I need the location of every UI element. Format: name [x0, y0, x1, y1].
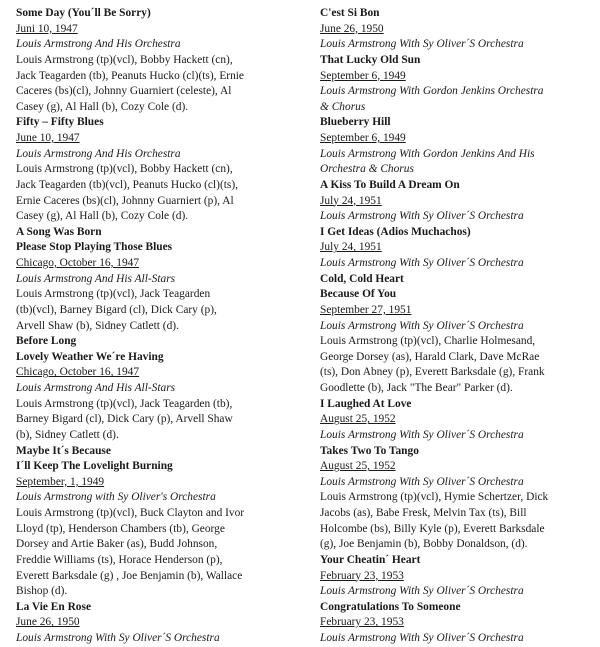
track-title: Cold, Cold Heart — [320, 272, 404, 285]
recording-date: Chicago, October 16, 1947 — [16, 366, 140, 379]
orchestra-credit: Louis Armstrong And His All-Stars — [16, 382, 176, 394]
track-title: Fifty – Fifty Blues — [16, 116, 104, 129]
orchestra-credit: Orchestra & Chorus — [320, 163, 414, 176]
recording-date: September 27, 1951 — [320, 303, 412, 316]
left-column — [16, 6, 294, 647]
personnel-line: Louis Armstrong (tp)(vcl), Bobby Hackett (cn), — [16, 163, 233, 176]
personnel-line: Jacobs (as), Babe Fresk, Melvin Tax (ts), Bill — [320, 507, 527, 519]
track-title: La Vie En Rose — [16, 600, 91, 613]
recording-date: July 24, 1951 — [320, 241, 382, 254]
orchestra-credit: Louis Armstrong With Sy Oliver´S Orchestra — [320, 38, 524, 51]
personnel-line: Bishop (d). — [16, 585, 68, 598]
track-title: Some Day (You´ll Be Sorry) — [16, 7, 151, 19]
personnel-line: Louis Armstrong (tp)(vcl), Charlie Holmesand, — [320, 335, 536, 348]
track-title: Lovely Weather We´re Having — [16, 350, 164, 363]
orchestra-credit: Louis Armstrong With Sy Oliver´S Orchestra — [320, 475, 524, 488]
orchestra-credit: Louis Armstrong With Sy Oliver´S Orchestra — [320, 632, 524, 644]
track-title: Maybe It´s Because — [16, 444, 111, 457]
personnel-line: Lloyd (tp), Henderson Chambers (tb), George — [16, 522, 225, 535]
personnel-line: Casey (g), Al Hall (b), Cozy Cole (d). — [16, 100, 189, 113]
orchestra-credit: Louis Armstrong With Sy Oliver´S Orchestra — [320, 585, 524, 598]
personnel-line: (ts), Don Abney (p), Everett Barksdale (g), Frank — [320, 366, 545, 379]
personnel-line: Barney Bigard (cl), Dick Cary (p), Arvell Shaw — [16, 413, 233, 426]
recording-date: June 26, 1950 — [320, 22, 384, 35]
track-title: That Lucky Old Sun — [320, 53, 421, 66]
recording-date: June 26, 1950 — [16, 616, 80, 629]
recording-date: Juni 10, 1947 — [16, 22, 78, 35]
track-title: Please Stop Playing Those Blues — [16, 241, 173, 254]
track-title: Congratulations To Someone — [320, 600, 461, 613]
personnel-line: Casey (g), Al Hall (b), Cozy Cole (d). — [16, 210, 189, 223]
orchestra-credit: Louis Armstrong With Sy Oliver´S Orchestra — [320, 428, 524, 441]
personnel-line: Jack Teagarden (tb), Peanuts Hucko (cl)(ts), Ernie — [16, 69, 244, 82]
recording-date: Chicago, October 16, 1947 — [16, 257, 140, 269]
personnel-line: Louis Armstrong (tp)(vcl), Buck Clayton and Ivor — [16, 507, 245, 519]
personnel-line: Ernie Caceres (bs)(cl), Johnny Guarniert (p), Al — [16, 194, 234, 207]
personnel-line: (g), Joe Benjamin (b), Bobby Donaldson, (d). — [320, 538, 528, 551]
track-title: Takes Two To Tango — [320, 444, 419, 457]
recording-date: September 6, 1949 — [320, 132, 406, 144]
track-title: Because Of You — [320, 288, 397, 301]
orchestra-credit: Louis Armstrong With Gordon Jenkins And His — [320, 147, 535, 160]
orchestra-credit: Louis Armstrong And His Orchestra — [16, 38, 181, 51]
track-title: I Laughed At Love — [320, 397, 412, 410]
orchestra-credit: Louis Armstrong With Sy Oliver´S Orchestra — [320, 257, 524, 269]
orchestra-credit: Louis Armstrong With Gordon Jenkins Orchestra — [320, 85, 544, 98]
personnel-line: George Dorsey (as), Harald Clark, Dave McRae — [320, 350, 540, 363]
orchestra-credit: Louis Armstrong With Sy Oliver´S Orchestra — [320, 319, 524, 332]
recording-date: February 23, 1953 — [320, 569, 404, 582]
personnel-line: Dorsey and Artie Baker (as), Budd Johnson, — [16, 538, 218, 551]
track-title: Your Cheatin´ Heart — [320, 553, 421, 566]
orchestra-credit: Louis Armstrong With Sy Oliver´S Orchestra — [16, 632, 220, 644]
personnel-line: Goodlette (b), Jack "The Bear" Parker (d). — [320, 382, 513, 394]
personnel-line: Louis Armstrong (tp)(vcl), Hymie Schertzer, Dick — [320, 491, 549, 504]
orchestra-credit: Louis Armstrong And His All-Stars — [16, 272, 176, 285]
track-title: Before Long — [16, 335, 77, 348]
orchestra-credit: & Chorus — [320, 100, 366, 113]
personnel-line: Louis Armstrong (tp)(vcl), Jack Teagarden (tb), — [16, 397, 233, 410]
recording-date: August 25, 1952 — [320, 460, 396, 473]
personnel-line: Louis Armstrong (tp)(vcl), Bobby Hackett (cn), — [16, 53, 233, 66]
recording-date: September 6, 1949 — [320, 69, 406, 82]
track-title: A Song Was Born — [16, 225, 102, 238]
track-title: Blueberry Hill — [320, 116, 391, 129]
personnel-line: Caceres (bs)(cl), Johnny Guarniert (celeste), Al — [16, 85, 232, 98]
personnel-line: Arvell Shaw (b), Sidney Catlett (d). — [16, 319, 179, 332]
orchestra-credit: Louis Armstrong With Sy Oliver´S Orchestra — [320, 210, 524, 223]
personnel-line: Freddie Williams (ts), Horace Henderson (p), — [16, 553, 223, 566]
personnel-line: Holcombe (bs), Billy Kyle (p), Everett Barksdale — [320, 522, 545, 535]
right-column — [320, 6, 594, 647]
personnel-line: Jack Teagarden (tb)(vcl), Peanuts Hucko (cl)(ts), — [16, 178, 238, 191]
orchestra-credit: Louis Armstrong with Sy Oliver's Orchestra — [16, 491, 216, 504]
recording-date: August 25, 1952 — [320, 413, 396, 426]
personnel-line: Everett Barksdale (g) , Joe Benjamin (b), Wallace — [16, 569, 243, 582]
track-title: I Get Ideas (Adios Muchachos) — [320, 225, 471, 238]
personnel-line: (b), Sidney Catlett (d). — [16, 428, 119, 441]
orchestra-credit: Louis Armstrong And His Orchestra — [16, 147, 181, 160]
recording-date: February 23, 1953 — [320, 616, 404, 629]
track-title: C'est Si Bon — [320, 7, 380, 19]
track-title: I´ll Keep The Lovelight Burning — [16, 460, 173, 473]
recording-date: July 24, 1951 — [320, 194, 382, 207]
personnel-line: (tb)(vcl), Barney Bigard (cl), Dick Cary (p), — [16, 303, 217, 316]
track-title: A Kiss To Build A Dream On — [320, 178, 460, 191]
personnel-line: Louis Armstrong (tp)(vcl), Jack Teagarden — [16, 288, 211, 301]
recording-date: September, 1, 1949 — [16, 475, 105, 488]
recording-date: June 10, 1947 — [16, 132, 80, 144]
